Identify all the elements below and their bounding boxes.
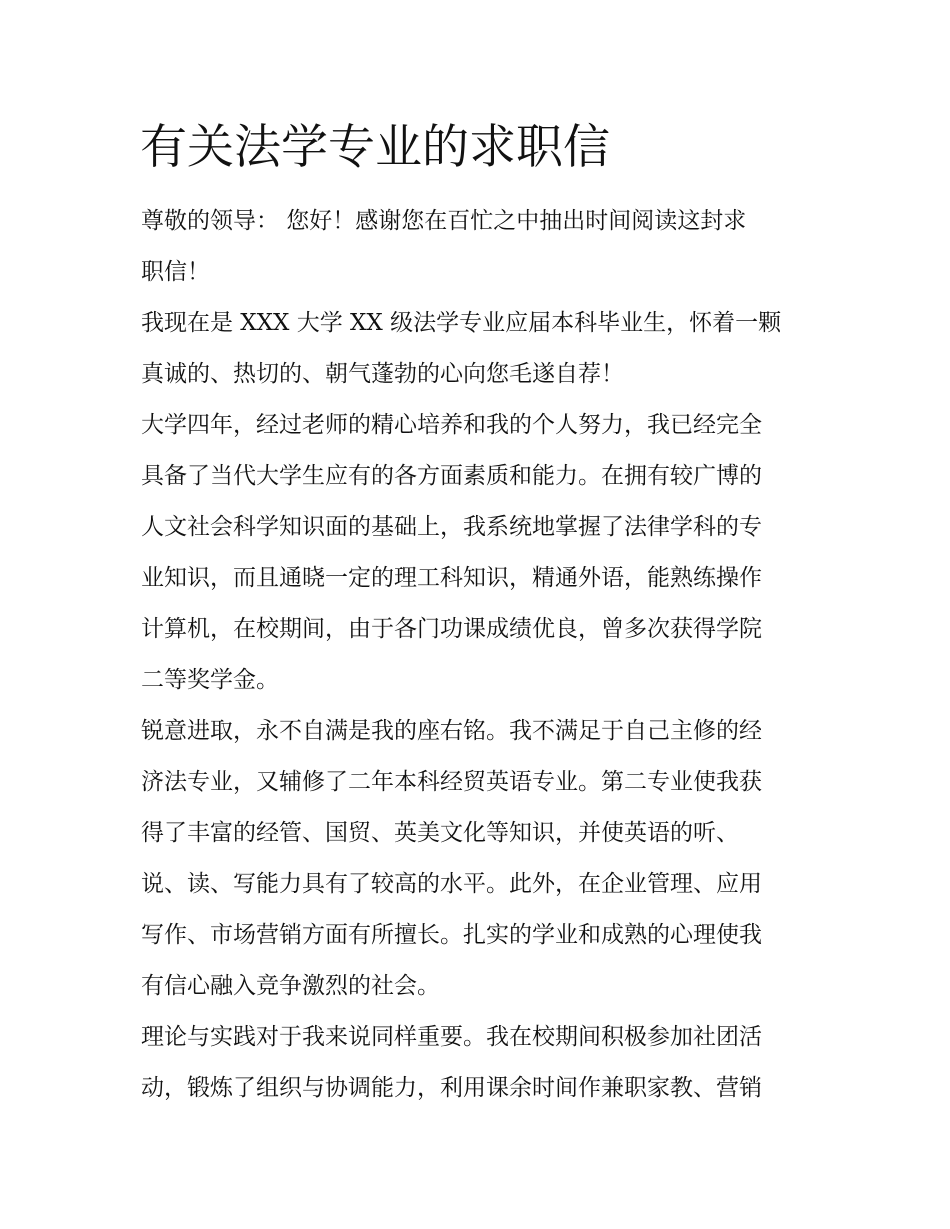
body-line: 业知识，而且通晓一定的理工科知识，精通外语，能熟练操作 — [141, 565, 762, 591]
body-line: 二等奖学金。 — [141, 667, 279, 693]
body-line: 锐意进取，永不自满是我的座右铭。我不满足于自己主修的经 — [141, 718, 762, 744]
body-line: 得了丰富的经管、国贸、英美文化等知识，并使英语的听、 — [141, 820, 739, 846]
body-line: 尊敬的领导： 您好！感谢您在百忙之中抽出时间阅读这封求 — [141, 208, 747, 234]
body-line: 真诚的、热切的、朝气蓬勃的心向您毛遂自荐！ — [141, 361, 624, 387]
body-line: 写作、市场营销方面有所擅长。扎实的学业和成熟的心理使我 — [141, 922, 762, 948]
body-line: 动，锻炼了组织与协调能力，利用课余时间作兼职家教、营销 — [141, 1075, 762, 1101]
body-line: 人文社会科学知识面的基础上，我系统地掌握了法律学科的专 — [141, 514, 762, 540]
body-line: 我现在是 XXX 大学 XX 级法学专业应届本科毕业生，怀着一颗 — [141, 310, 782, 336]
body-line: 具备了当代大学生应有的各方面素质和能力。在拥有较广博的 — [141, 463, 762, 489]
body-line: 大学四年，经过老师的精心培养和我的个人努力，我已经完全 — [141, 412, 762, 438]
body-line: 计算机，在校期间，由于各门功课成绩优良，曾多次获得学院 — [141, 616, 762, 642]
body-line: 职信！ — [141, 259, 210, 285]
body-line: 济法专业，又辅修了二年本科经贸英语专业。第二专业使我获 — [141, 769, 762, 795]
document-title: 有关法学专业的求职信 — [140, 120, 610, 175]
body-line: 说、读、写能力具有了较高的水平。此外，在企业管理、应用 — [141, 871, 762, 897]
body-line: 理论与实践对于我来说同样重要。我在校期间积极参加社团活 — [141, 1024, 762, 1050]
body-line: 有信心融入竞争激烈的社会。 — [141, 973, 440, 999]
